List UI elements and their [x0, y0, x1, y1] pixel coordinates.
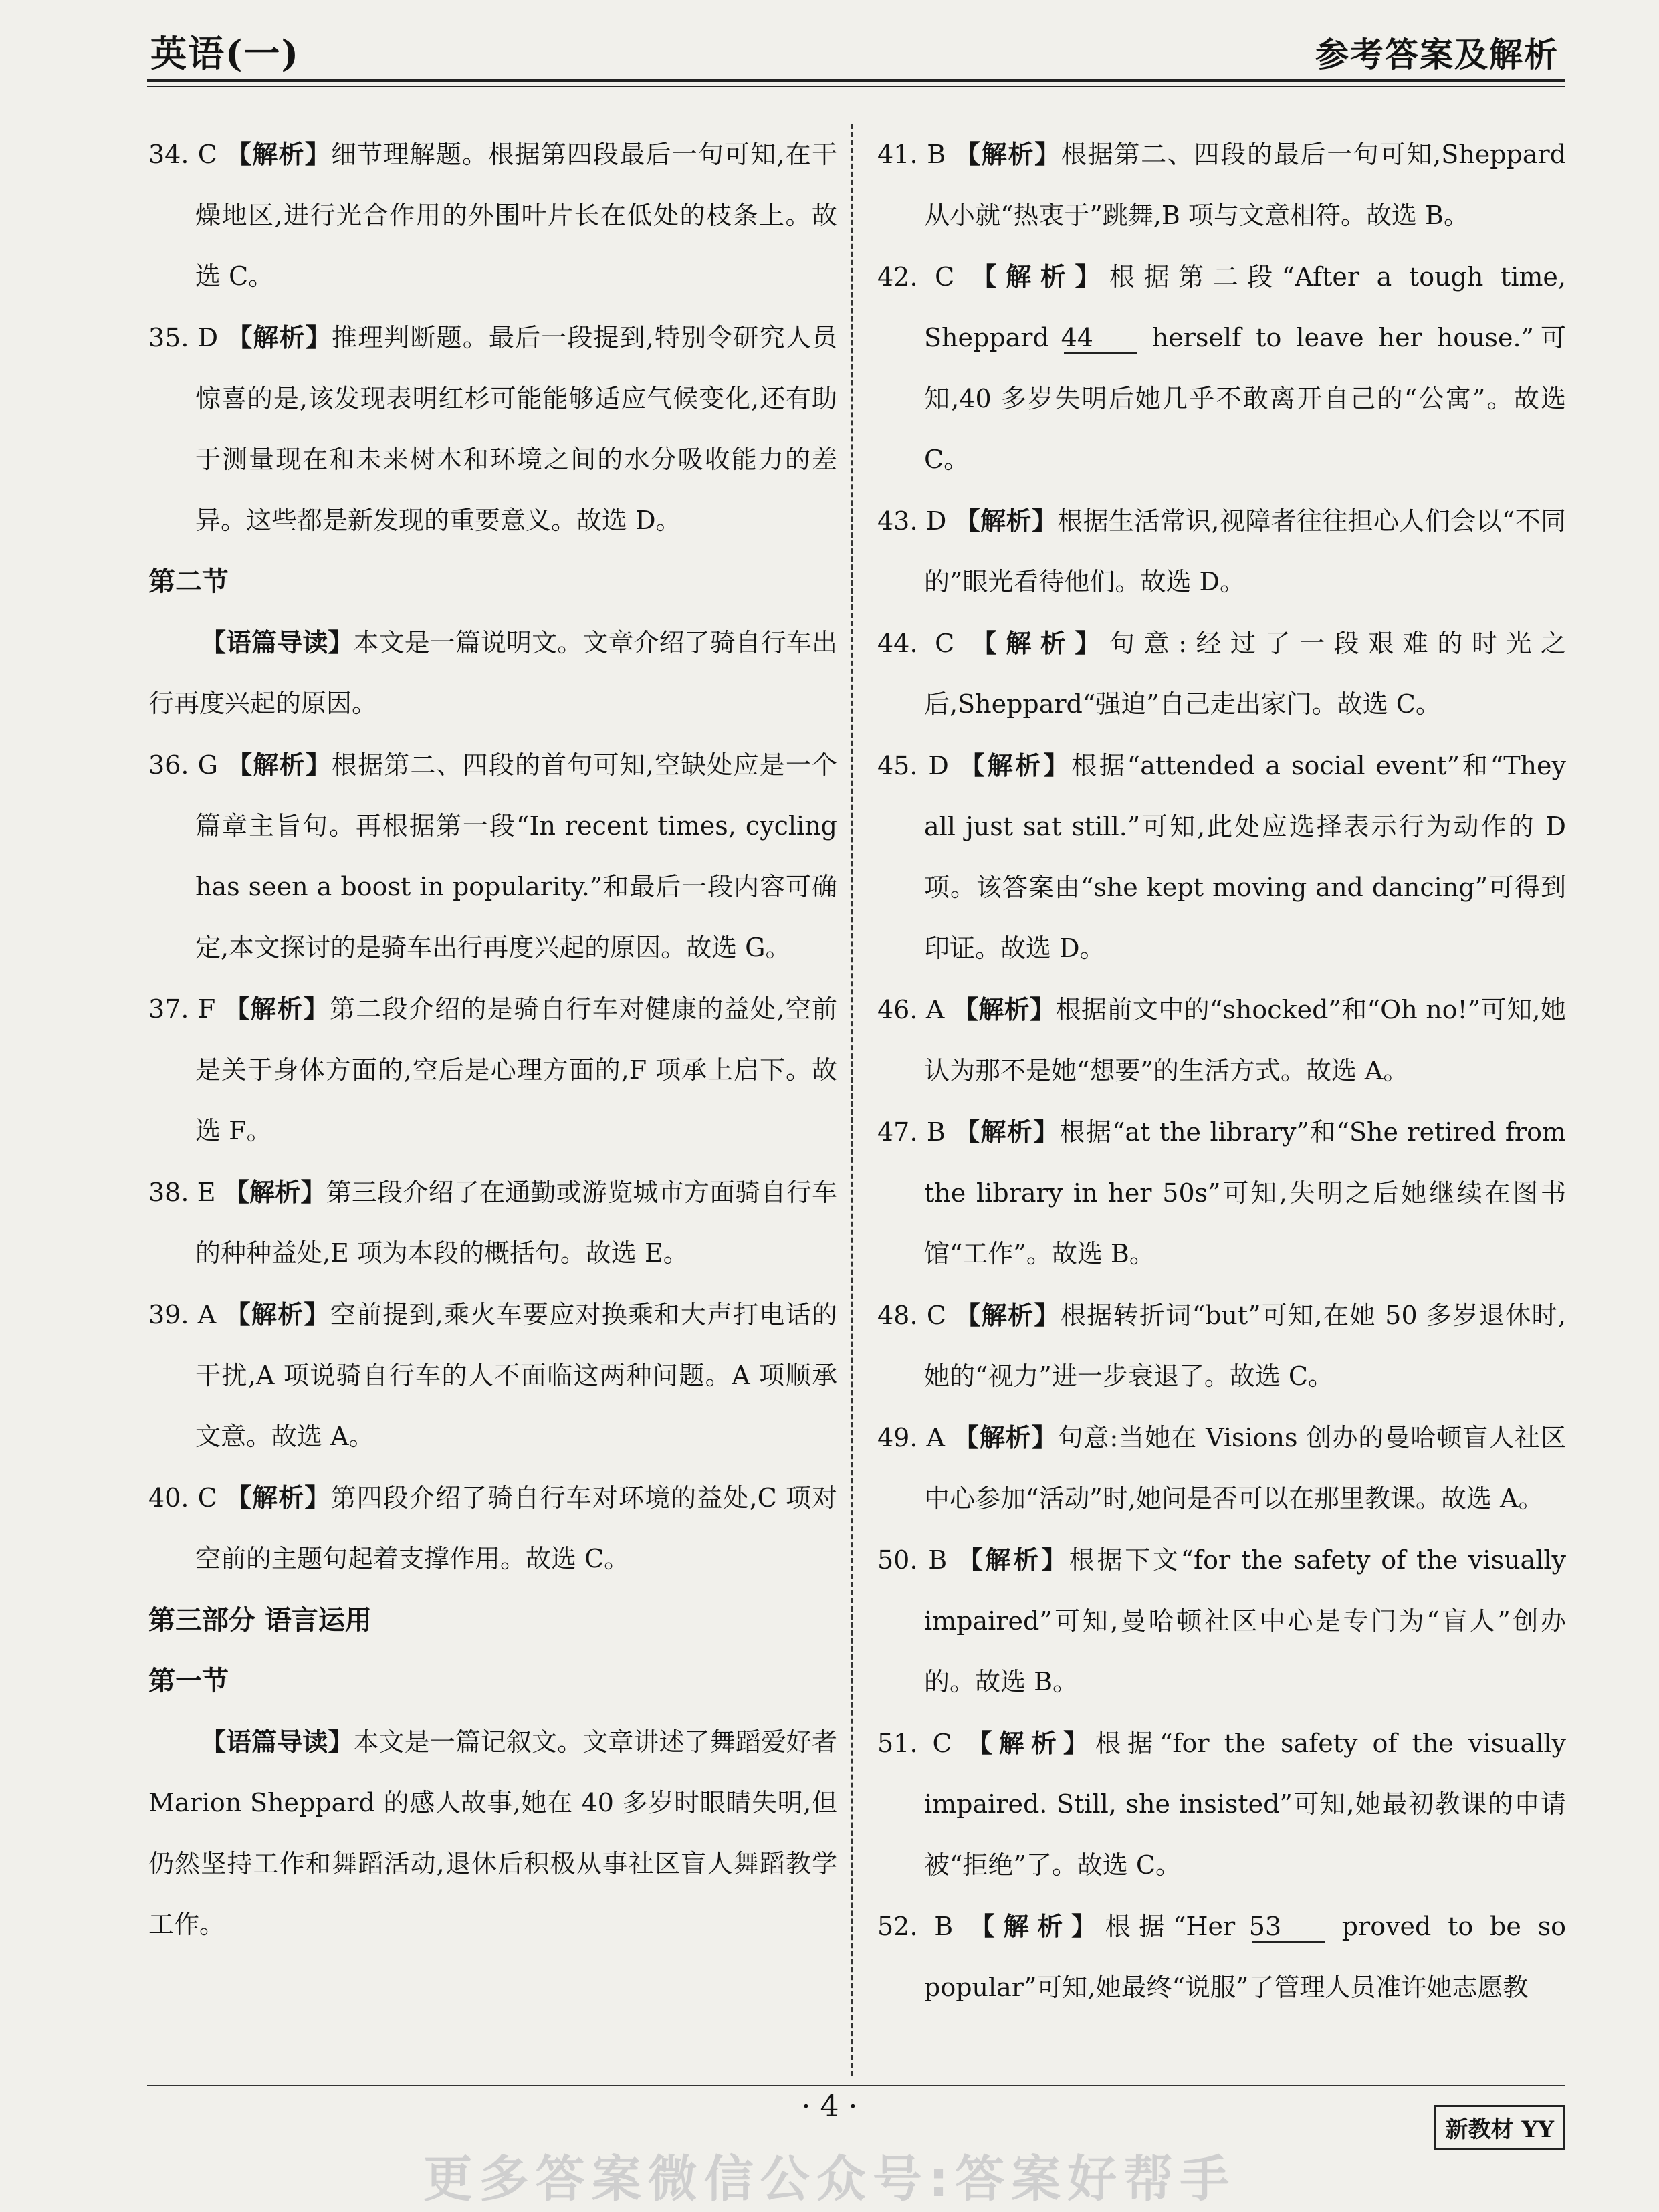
analysis-tag: 【解析】	[969, 1911, 1105, 1941]
edition-badge: 新教材 YY	[1434, 2105, 1565, 2150]
answer-item	[148, 1467, 837, 1589]
question-number: 37. F	[148, 994, 216, 1024]
left-column	[148, 124, 837, 1955]
question-number: 36. G	[148, 750, 219, 780]
analysis-tag: 【解析】	[226, 139, 331, 169]
answer-item	[877, 1101, 1566, 1285]
answer-item	[877, 735, 1566, 979]
explanation-text: 根据第二、四段的首句可知,空缺处应是一个篇章主旨句。再根据第一段“In recent times, cycling has seen a boost in popularity.”和最后一段内容可确定,本文探讨的是骑车出行再度兴起的原因。故选 G。	[195, 750, 837, 962]
explanation-text: 句意:当她在 Visions 创办的曼哈顿盲人社区中心参加“活动”时,她问是否可以在那里教课。故选 A。	[924, 1423, 1566, 1513]
reading-guide	[148, 612, 837, 734]
page-number: · 4 ·	[801, 2090, 858, 2124]
answer-item	[877, 1285, 1566, 1407]
question-number: 39. A	[148, 1300, 217, 1329]
explanation-text: 第三段介绍了在通勤或游览城市方面骑自行车的种种益处,E 项为本段的概括句。故选 E。	[195, 1178, 837, 1268]
explanation-text: 根据第二段“After a tough time, Sheppard	[924, 262, 1566, 352]
footer-rule	[147, 2085, 1565, 2086]
question-number: 35. D	[148, 323, 219, 352]
blank-number: 53	[1252, 1913, 1325, 1943]
analysis-tag: 【解析】	[971, 628, 1109, 658]
explanation-text: 根据“Her	[1105, 1912, 1252, 1941]
question-number: 48. C	[877, 1301, 946, 1330]
section-heading: 第三部分 语言运用	[148, 1604, 372, 1636]
question-number: 49. A	[877, 1423, 945, 1452]
analysis-tag: 【解析】	[971, 261, 1110, 292]
answer-item	[877, 490, 1566, 613]
analysis-tag: 【解析】	[954, 1117, 1060, 1147]
explanation-text: 根据第二、四段的最后一句可知,Sheppard 从小就“热衷于”跳舞,B 项与文意相符。故选 B。	[924, 140, 1566, 230]
explanation-text: 推理判断题。最后一段提到,特别令研究人员惊喜的是,该发现表明红杉可能能够适应气候变化,还有助于测量现在和未来树木和环境之间的水分吸收能力的差异。这些都是新发现的重要意义。故选 D。	[195, 323, 837, 535]
answer-item	[148, 978, 837, 1162]
reading-guide	[148, 1711, 837, 1955]
section-heading: 第二节	[148, 566, 229, 597]
question-number: 38. E	[148, 1178, 216, 1207]
analysis-tag: 【解析】	[227, 750, 332, 780]
explanation-text: 句意:经过了一段艰难的时光之后,Sheppard“强迫”自己走出家门。故选 C。	[924, 629, 1566, 719]
explanation-text: 第二段介绍的是骑自行车对健康的益处,空前是关于身体方面的,空后是心理方面的,F 项承上启下。故选 F。	[195, 994, 837, 1145]
analysis-tag: 【解析】	[959, 750, 1072, 780]
explanation-text: 空前提到,乘火车要应对换乘和大声打电话的干扰,A 项说骑自行车的人不面临这两种问题。A 项顺承文意。故选 A。	[195, 1300, 837, 1451]
answer-item	[148, 124, 837, 307]
explanation-text: herself to leave her house.”可知,40 多岁失明后她几乎不敢离开自己的“公寓”。故选 C。	[924, 323, 1566, 474]
analysis-tag: 【解析】	[955, 1300, 1061, 1330]
question-number: 42. C	[877, 262, 955, 292]
question-number: 50. B	[877, 1545, 948, 1575]
question-number: 45. D	[877, 751, 949, 780]
answer-item	[877, 1407, 1566, 1529]
question-number: 43. D	[877, 506, 947, 536]
right-column	[877, 124, 1566, 2018]
explanation-text: 根据生活常识,视障者往往担心人们会以“不同的”眼光看待他们。故选 D。	[924, 506, 1566, 596]
explanation-text: 本文是一篇记叙文。文章讲述了舞蹈爱好者 Marion Sheppard 的感人故事,她在 40 多岁时眼睛失明,但仍然坚持工作和舞蹈活动,退休后积极从事社区盲人舞蹈教学工作。	[148, 1727, 837, 1939]
analysis-tag: 【解析】	[224, 994, 330, 1024]
question-number: 47. B	[877, 1117, 946, 1147]
answer-item	[148, 1162, 837, 1284]
header-rule	[147, 79, 1565, 82]
explanation-text: 根据“for the safety of the visually impaired. Still, she insisted”可知,她最初教课的申请被“拒绝”了。故选 C。	[924, 1729, 1566, 1880]
answer-item	[148, 1284, 837, 1467]
question-number: 46. A	[877, 995, 945, 1024]
column-divider	[851, 124, 853, 2076]
explanation-text: 根据下文“for the safety of the visually impaired”可知,曼哈顿社区中心是专门为“盲人”创办的。故选 B。	[924, 1545, 1566, 1696]
explanation-text: 根据转折词“but”可知,在她 50 多岁退休时,她的“视力”进一步衰退了。故选 C。	[924, 1301, 1566, 1391]
explanation-text: 根据“at the library”和“She retired from the library in her 50s”可知,失明之后她继续在图书馆“工作”。故选 B。	[924, 1117, 1566, 1268]
question-number: 44. C	[877, 629, 955, 658]
analysis-tag: 【解析】	[954, 506, 1058, 536]
analysis-tag: 【解析】	[957, 1545, 1069, 1575]
analysis-tag: 【解析】	[966, 1728, 1095, 1758]
watermark-text: 更多答案微信公众号:答案好帮手	[423, 2150, 1236, 2208]
question-number: 51. C	[877, 1729, 952, 1758]
analysis-tag: 【解析】	[952, 994, 1056, 1024]
analysis-tag: 【解析】	[225, 1482, 331, 1513]
answer-item	[877, 1712, 1566, 1896]
explanation-text: 细节理解题。根据第四段最后一句可知,在干燥地区,进行光合作用的外围叶片长在低处的枝条上。故选 C。	[195, 140, 837, 291]
answer-item	[148, 734, 837, 978]
question-number: 41. B	[877, 140, 946, 169]
section-heading: 第一节	[148, 1665, 229, 1696]
explanation-text: 第四段介绍了骑自行车对环境的益处,C 项对空前的主题句起着支撑作用。故选 C。	[195, 1483, 837, 1573]
blank-number: 44	[1064, 324, 1137, 354]
answer-item	[877, 124, 1566, 246]
answer-item	[877, 979, 1566, 1101]
explanation-text: 本文是一篇说明文。文章介绍了骑自行车出行再度兴起的原因。	[148, 628, 837, 718]
answer-item	[148, 307, 837, 551]
question-number: 34. C	[148, 140, 217, 169]
question-number: 52. B	[877, 1912, 954, 1941]
subject-title: 英语(一)	[150, 32, 300, 75]
analysis-tag: 【语篇导读】	[201, 1727, 354, 1757]
question-number: 40. C	[148, 1483, 217, 1513]
answer-item	[877, 1529, 1566, 1712]
analysis-tag: 【语篇导读】	[201, 627, 354, 657]
analysis-tag: 【解析】	[953, 1422, 1058, 1452]
explanation-text: 根据“attended a social event”和“They all just sat still.”可知,此处应选择表示行为动作的 D 项。该答案由“she kept moving and dancing”可得到印证。故选 D。	[924, 751, 1566, 963]
answer-item	[877, 246, 1566, 490]
analysis-tag: 【解析】	[225, 1299, 330, 1329]
analysis-tag: 【解析】	[223, 1177, 326, 1207]
analysis-tag: 【解析】	[227, 322, 332, 352]
header-rule-thin	[147, 86, 1565, 87]
analysis-tag: 【解析】	[954, 139, 1061, 169]
explanation-text: proved to be so popular”可知,她最终“说服”了管理人员准许她志愿教	[924, 1912, 1566, 2002]
section-title: 参考答案及解析	[1315, 35, 1559, 74]
explanation-text: 根据前文中的“shocked”和“Oh no!”可知,她认为那不是她“想要”的生活方式。故选 A。	[924, 995, 1566, 1085]
answer-item	[877, 613, 1566, 735]
answer-item	[877, 1896, 1566, 2018]
